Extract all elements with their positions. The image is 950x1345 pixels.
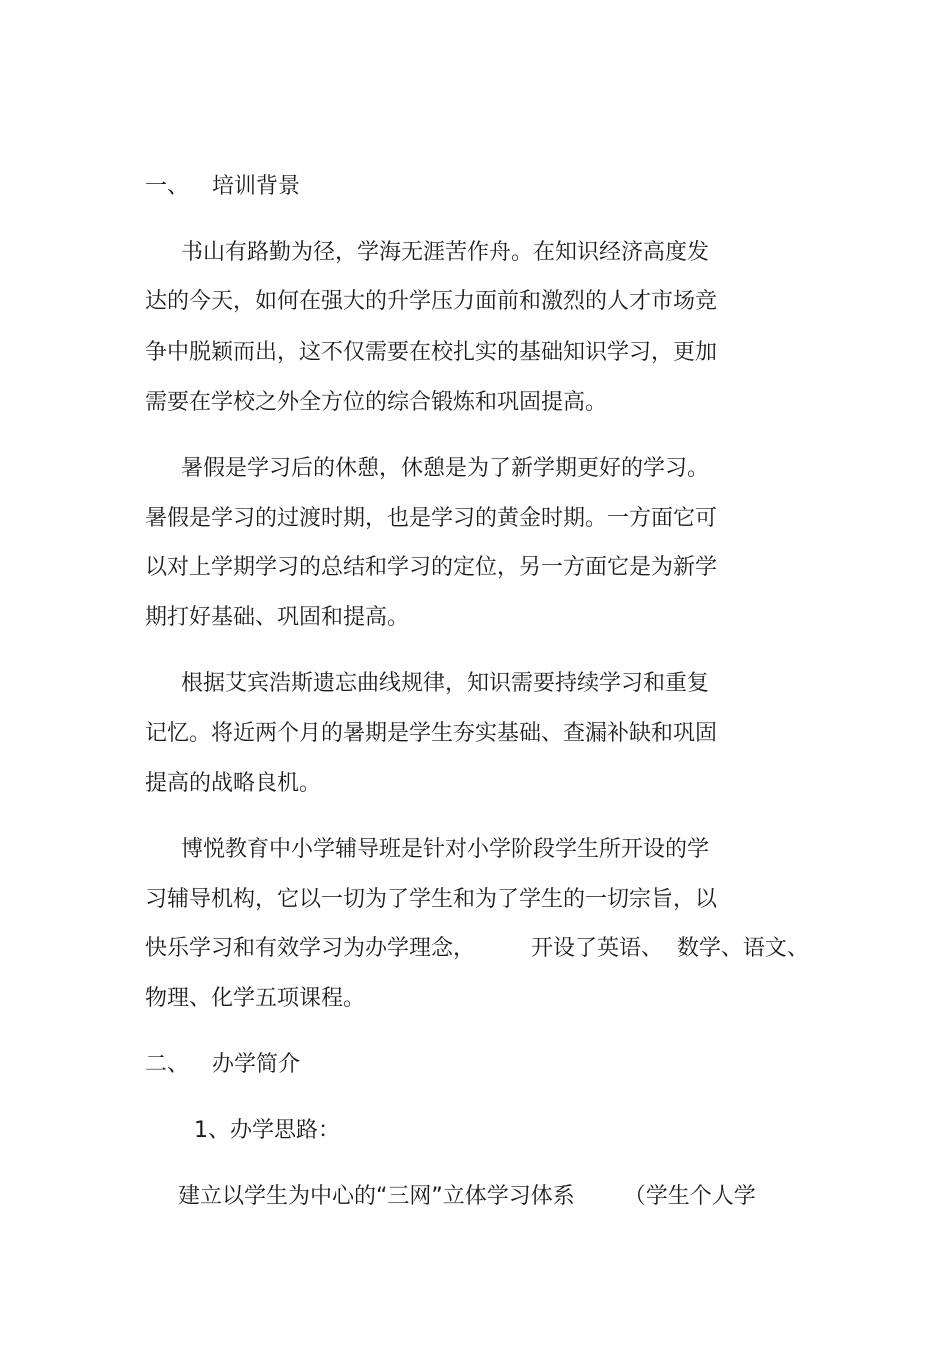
paragraph-line: 博悦教育中小学辅导班是针对小学阶段学生所开设的学 <box>181 837 710 862</box>
paragraph-line: 提高的战略良机。 <box>145 771 322 796</box>
section-title: 办学简介 <box>212 1052 301 1077</box>
subsection-title: 1、办学思路： <box>194 1118 340 1143</box>
paragraph-line: 期打好基础、巩固和提高。 <box>145 605 410 630</box>
section-number: 二、 <box>145 1052 190 1077</box>
paragraph-line: 需要在学校之外全方位的综合锻炼和巩固提高。 <box>145 390 608 415</box>
paragraph-line: 争中脱颖而出，这不仅需要在校扎实的基础知识学习，更加 <box>145 340 718 365</box>
paragraph-line: 根据艾宾浩斯遗忘曲线规律，知识需要持续学习和重复 <box>181 671 710 696</box>
paragraph-line: 以对上学期学习的总结和学习的定位，另一方面它是为新学 <box>145 555 718 580</box>
paragraph-line: 暑假是学习后的休憩，休憩是为了新学期更好的学习。 <box>181 456 710 481</box>
section-number: 一、 <box>145 174 190 199</box>
paragraph-line: 物理、化学五项课程。 <box>145 986 366 1011</box>
paragraph-line: 暑假是学习的过渡时期，也是学习的黄金时期。一方面它可 <box>145 506 718 531</box>
paragraph-line: 书山有路勤为径，学海无涯苦作舟。在知识经济高度发 <box>181 240 710 265</box>
paragraph-line: 快乐学习和有效学习为办学理念， 开设了英语、 数学、语文、 <box>145 936 809 961</box>
paragraph-line: 记忆。将近两个月的暑期是学生夯实基础、查漏补缺和巩固 <box>145 721 718 746</box>
section-title: 培训背景 <box>212 174 301 199</box>
paragraph-line: 建立以学生为中心的“三网”立体学习体系 （学生个人学 <box>178 1184 756 1209</box>
paragraph-line: 达的今天，如何在强大的升学压力面前和激烈的人才市场竞 <box>145 289 718 314</box>
paragraph-line: 习辅导机构，它以一切为了学生和为了学生的一切宗旨，以 <box>145 887 718 912</box>
